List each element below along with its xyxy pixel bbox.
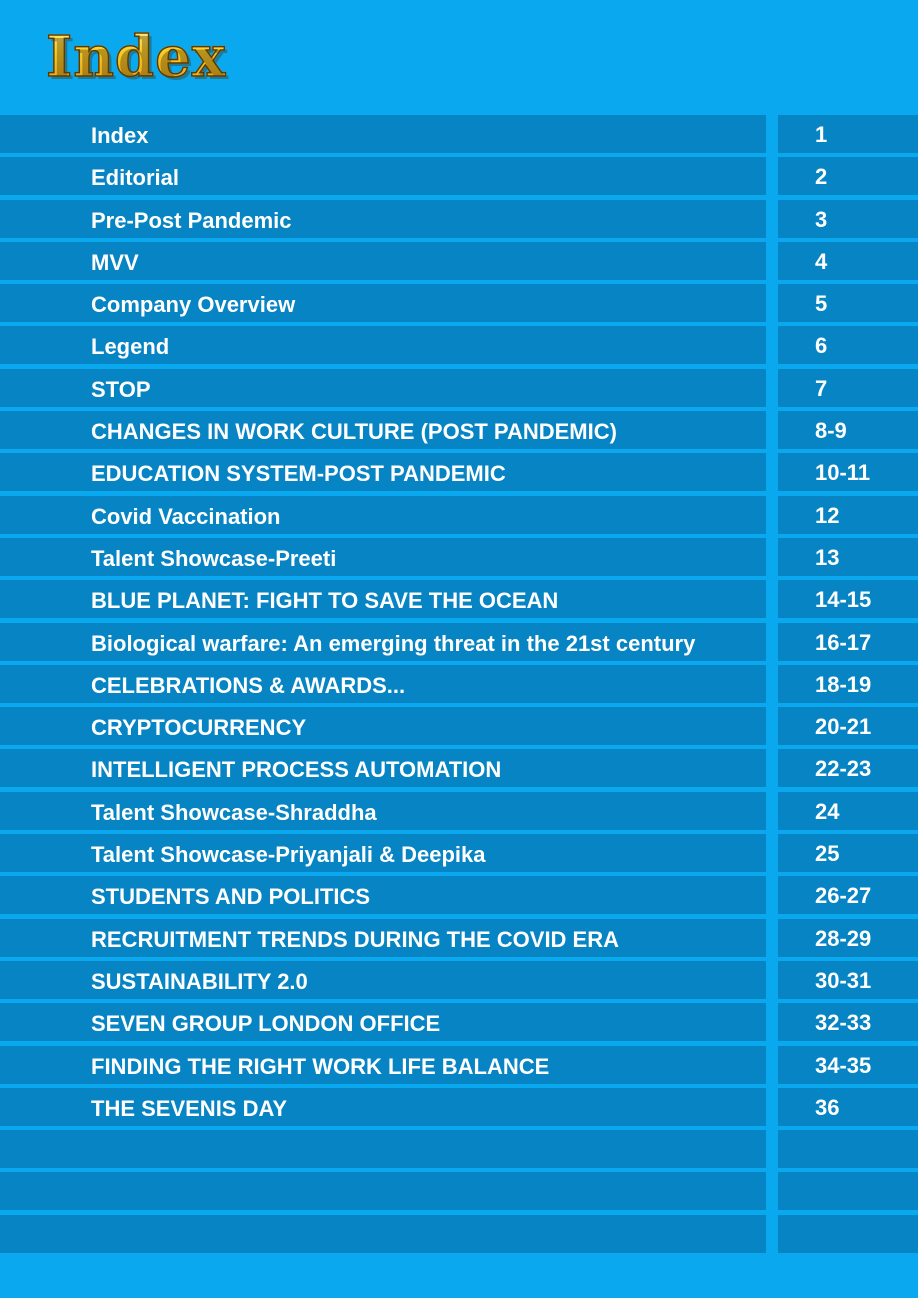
entry-title: RECRUITMENT TRENDS DURING THE COVID ERA: [91, 926, 620, 952]
page-cell: [778, 369, 918, 407]
index-row: [0, 242, 918, 284]
entry-title: CRYPTOCURRENCY: [91, 715, 307, 741]
index-row: [0, 453, 918, 495]
index-row: [0, 1003, 918, 1045]
page-title: Index: [46, 24, 227, 90]
page-cell: [778, 834, 918, 872]
entry-page-number: 18-19: [815, 671, 872, 697]
entry-page-number: 32-33: [815, 1010, 872, 1036]
entry-page-number: 30-31: [815, 967, 872, 993]
entry-page-number: 4: [815, 248, 828, 274]
entry-page-number: 13: [815, 544, 840, 570]
index-row: [0, 876, 918, 918]
title-cell: [0, 1130, 766, 1168]
entry-title: Legend: [91, 334, 170, 360]
index-row: [0, 665, 918, 707]
index-row: [0, 1088, 918, 1130]
entry-title: EDUCATION SYSTEM-POST PANDEMIC: [91, 461, 506, 487]
index-row: [0, 411, 918, 453]
index-row: [0, 1130, 918, 1172]
index-row: [0, 1215, 918, 1257]
index-row: [0, 919, 918, 961]
entry-title: Company Overview: [91, 292, 296, 318]
title-cell: [0, 1172, 766, 1210]
index-row: [0, 200, 918, 242]
entry-page-number: 25: [815, 841, 840, 867]
entry-page-number: 22-23: [815, 756, 872, 782]
entry-page-number: 14-15: [815, 587, 872, 613]
page-cell: [778, 115, 918, 153]
entry-title: INTELLIGENT PROCESS AUTOMATION: [91, 757, 502, 783]
page-cell: [778, 1088, 918, 1126]
entry-page-number: 16-17: [815, 629, 872, 655]
entry-page-number: 28-29: [815, 925, 872, 951]
entry-title: CHANGES IN WORK CULTURE (POST PANDEMIC): [91, 419, 617, 445]
entry-page-number: 8-9: [815, 418, 847, 444]
index-row: [0, 157, 918, 199]
index-row: [0, 961, 918, 1003]
page-cell: [778, 1172, 918, 1210]
index-row: [0, 623, 918, 665]
page-cell: [778, 284, 918, 322]
entry-page-number: 1: [815, 122, 828, 147]
page-cell: [778, 792, 918, 830]
entry-title: Talent Showcase-Shraddha: [91, 799, 377, 825]
entry-page-number: 26-27: [815, 883, 872, 909]
entry-page-number: 7: [815, 375, 828, 401]
entry-title: BLUE PLANET: FIGHT TO SAVE THE OCEAN: [91, 588, 559, 614]
page-cell: [778, 157, 918, 195]
entry-page-number: 3: [815, 206, 828, 232]
index-row: [0, 115, 918, 157]
index-row: [0, 369, 918, 411]
index-row: [0, 707, 918, 749]
index-row: [0, 284, 918, 326]
entry-title: Index: [91, 123, 149, 148]
entry-page-number: 34-35: [815, 1052, 872, 1078]
entry-title: FINDING THE RIGHT WORK LIFE BALANCE: [91, 1053, 550, 1079]
index-row: [0, 580, 918, 622]
index-row: [0, 1046, 918, 1088]
entry-title: STUDENTS AND POLITICS: [91, 884, 371, 910]
page-cell: [778, 496, 918, 534]
entry-title: STOP: [91, 376, 151, 402]
entry-title: Editorial: [91, 165, 180, 191]
entry-title: Pre-Post Pandemic: [91, 207, 292, 233]
entry-page-number: 10-11: [815, 460, 871, 486]
entry-title: Biological warfare: An emerging threat in the 21st century: [91, 630, 696, 656]
page-cell: [778, 242, 918, 280]
entry-page-number: 2: [815, 164, 828, 190]
index-row: [0, 834, 918, 876]
page-cell: [778, 326, 918, 364]
entry-page-number: 6: [815, 333, 828, 359]
index-row: [0, 792, 918, 834]
entry-page-number: 24: [815, 798, 840, 824]
entry-title: MVV: [91, 249, 139, 275]
entry-title: SEVEN GROUP LONDON OFFICE: [91, 1011, 441, 1037]
entry-title: SUSTAINABILITY 2.0: [91, 968, 308, 994]
entry-title: Covid Vaccination: [91, 503, 281, 529]
index-row: [0, 1172, 918, 1214]
entry-page-number: 36: [815, 1094, 840, 1120]
index-row: [0, 538, 918, 580]
page-cell: [778, 1215, 918, 1253]
page-cell: [778, 538, 918, 576]
entry-page-number: 12: [815, 502, 840, 528]
entry-page-number: 5: [815, 291, 828, 317]
index-row: [0, 496, 918, 538]
page-cell: [778, 1130, 918, 1168]
page-cell: [778, 200, 918, 238]
entry-title: Talent Showcase-Preeti: [91, 545, 337, 571]
entry-page-number: 20-21: [815, 714, 872, 740]
index-row: [0, 749, 918, 791]
entry-title: THE SEVENIS DAY: [91, 1095, 288, 1121]
entry-title: CELEBRATIONS & AWARDS...: [91, 672, 406, 698]
index-row: [0, 326, 918, 368]
page-cell: [778, 411, 918, 449]
title-cell: [0, 1215, 766, 1253]
index-table: [0, 115, 918, 1257]
entry-title: Talent Showcase-Priyanjali & Deepika: [91, 842, 486, 868]
